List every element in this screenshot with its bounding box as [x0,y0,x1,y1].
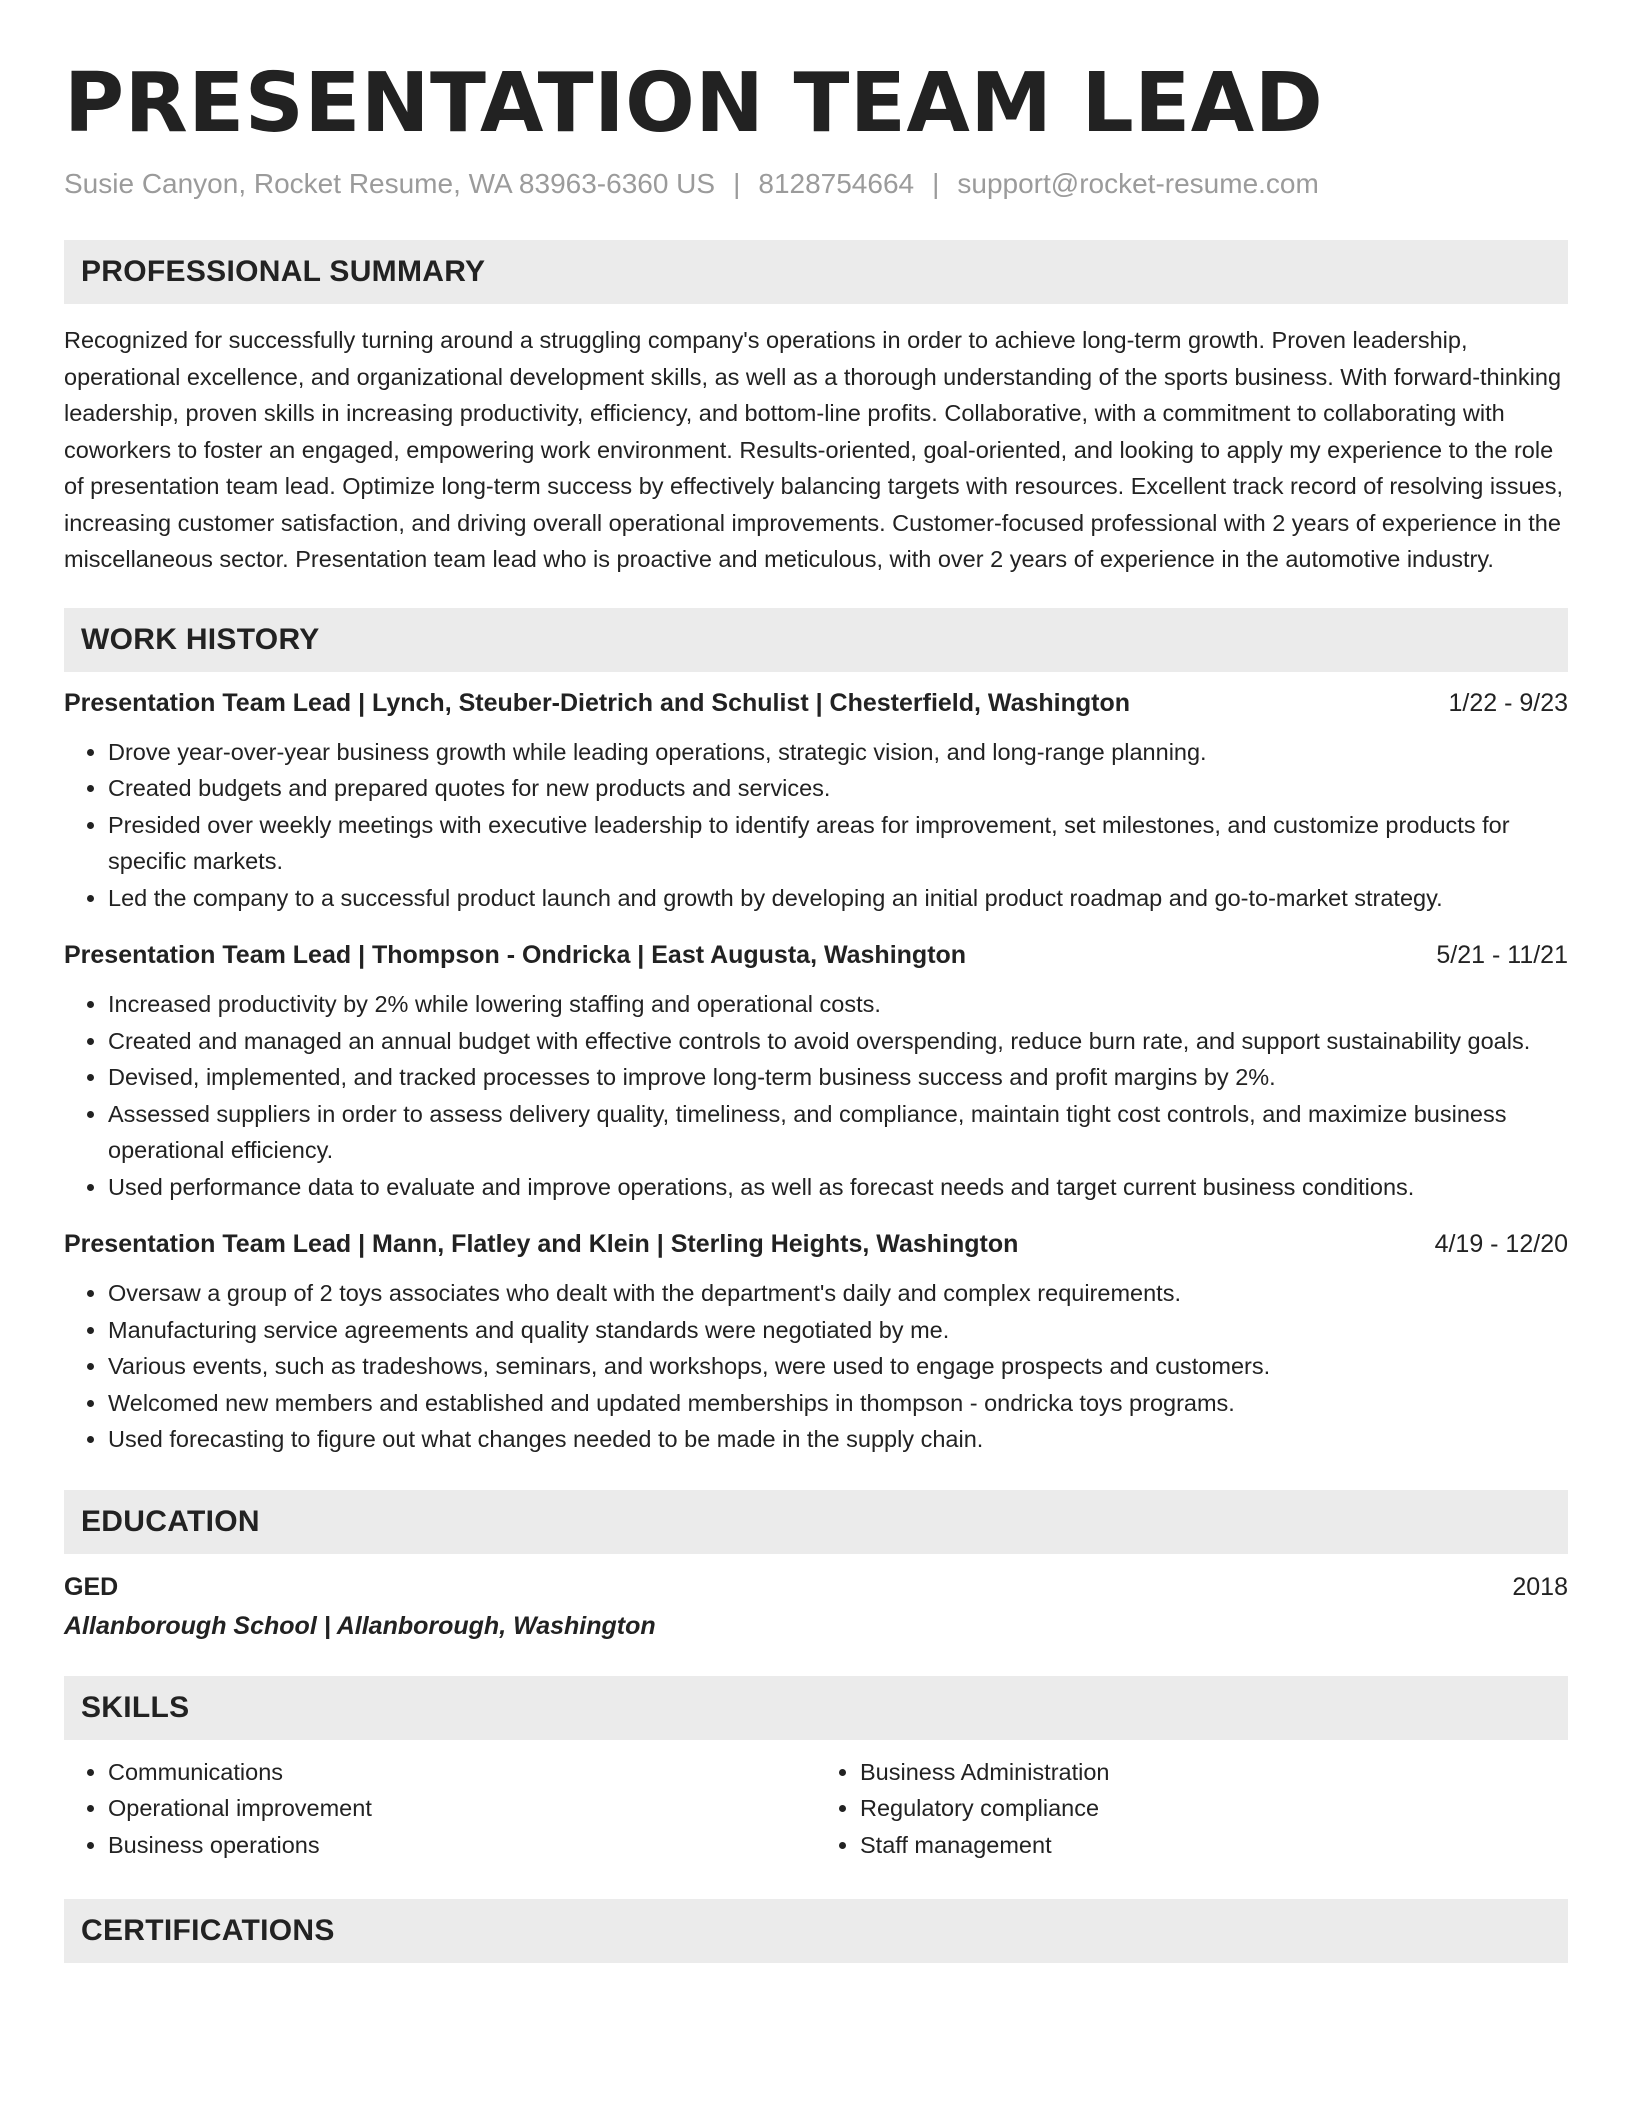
job-dates: 5/21 - 11/21 [1436,941,1568,969]
job-header [64,938,1568,972]
skill-item: • Communications [108,1754,816,1791]
education-degree: GED [64,1572,119,1601]
job-title: Presentation Team Lead | Lynch, Steuber-Dietrich and Schulist | Chesterfield, Washington [64,688,1131,717]
job-bullet: • Devised, implemented, and tracked processes to improve long-term business success and profit margins by 2%. [108,1059,1568,1096]
education-entry [64,1570,1568,1644]
job-title: Presentation Team Lead | Mann, Flatley and Klein | Sterling Heights, Washington [64,1230,1019,1258]
job-dates: 4/19 - 12/20 [1434,1230,1568,1258]
job-title: Presentation Team Lead | Thompson - Ondricka | East Augusta, Washington [64,941,967,969]
section-heading-work-history: WORK HISTORY [64,608,1568,672]
candidate-title: PRESENTATION TEAM LEAD [64,56,1324,151]
job-bullet: • Created and managed an annual budget with effective controls to avoid overspending, reduce burn rate, and support sustainability goals. [108,1023,1568,1060]
section-heading-education: EDUCATION [64,1490,1568,1554]
job-bullet: • Used performance data to evaluate and improve operations, as well as forecast needs and target current business conditions. [108,1169,1568,1206]
skill-item: • Regulatory compliance [860,1790,1568,1827]
job-header [64,1227,1568,1261]
section-heading-summary: PROFESSIONAL SUMMARY [64,240,1568,304]
skill-item: • Operational improvement [108,1790,816,1827]
job-bullet: • Drove year-over-year business growth while leading operations, strategic vision, and long-range planning. [108,734,1568,771]
job-entry [64,1227,1568,1458]
job-dates: 1/22 - 9/23 [1448,688,1568,717]
job-bullet: • Various events, such as tradeshows, seminars, and workshops, were used to engage prospects and customers. [108,1348,1568,1385]
job-bullet: • Oversaw a group of 2 toys associates who dealt with the department's daily and complex requirements. [108,1275,1568,1312]
job-bullets [64,1275,1568,1458]
education-header [64,1570,1568,1604]
contact-line [64,166,1568,202]
skills-list [64,1754,1568,1864]
job-bullet: • Created budgets and prepared quotes for new products and services. [108,770,1568,807]
section-heading-skills: SKILLS [64,1676,1568,1740]
education-school: Allanborough School | Allanborough, Washington [64,1611,656,1640]
job-bullet: • Welcomed new members and established and updated memberships in thompson - ondricka toys programs. [108,1385,1568,1422]
contact-address: Susie Canyon, Rocket Resume, WA 83963-6360 US [64,168,716,199]
job-bullet: • Increased productivity by 2% while lowering staffing and operational costs. [108,986,1568,1023]
job-bullet: • Used forecasting to figure out what changes needed to be made in the supply chain. [108,1421,1568,1458]
job-entry [64,938,1568,1205]
job-bullets [64,986,1568,1205]
skill-item: • Business operations [108,1827,816,1864]
skill-item: • Business Administration [860,1754,1568,1791]
job-bullet: • Led the company to a successful product launch and growth by developing an initial product roadmap and go-to-market strategy. [108,880,1568,917]
job-header [64,686,1568,720]
skills-column-right [816,1754,1568,1864]
job-bullet: • Manufacturing service agreements and quality standards were negotiated by me. [108,1312,1568,1349]
skills-column-left [64,1754,816,1864]
education-year: 2018 [1512,1572,1568,1601]
skill-item: • Staff management [860,1827,1568,1864]
job-bullet: • Presided over weekly meetings with executive leadership to identify areas for improvement, set milestones, and customize products for specific markets. [108,807,1568,880]
job-entry [64,686,1568,917]
contact-separator: | [932,168,940,199]
job-bullets [64,734,1568,917]
section-heading-certifications: CERTIFICATIONS [64,1899,1568,1963]
job-bullet: • Assessed suppliers in order to assess delivery quality, timeliness, and compliance, maintain tight cost controls, and maximize business operational efficiency. [108,1096,1568,1169]
contact-email: support@rocket-resume.com [957,168,1319,199]
contact-phone: 8128754664 [758,168,915,199]
contact-separator: | [733,168,741,199]
summary-text: Recognized for successfully turning around a struggling company's operations in order to achieve long-term growth. Proven leadership, operational excellence, and organizational development skills, as well as a thorough understanding of the sports business. With forward-thinking leadership, proven skills in increasing productivity, efficiency, and bottom-line profits. Collaborative, with a commitment to collaborating with coworkers to foster an engaged, empowering work environment. Results-oriented, goal-oriented, and looking to apply my experience to the role of presentation team lead. Optimize long-term success by effectively balancing targets with resources. Excellent track record of resolving issues, increasing customer satisfaction, and driving overall operational improvements. Customer-focused professional with 2 years of experience in the miscellaneous sector. Presentation team lead who is proactive and meticulous, with over 2 years of experience in the automotive industry. [64,327,1564,572]
